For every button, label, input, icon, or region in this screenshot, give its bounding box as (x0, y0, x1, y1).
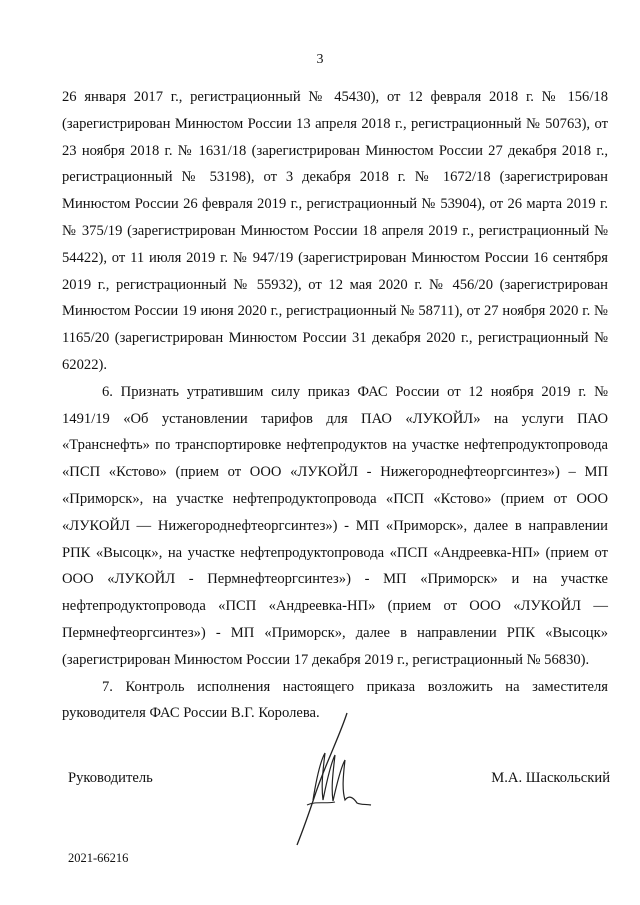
paragraph-item-6: 6. Признать утратившим силу приказ ФАС России от 12 ноября 2019 г. № 1491/19 «Об установлении тарифов для ПАО «ЛУКОЙЛ» на услуги ПАО «Транснефть» по транспортировке нефтепродуктов на участке нефтепродуктопровода «ПСП «Кстово» (прием от ООО «ЛУКОЙЛ - Нижегороднефтеоргсинтез») – МП «Приморск», на участке нефтепродуктопровода «ПСП «Кстово» (прием от ООО «ЛУКОЙЛ — Нижегороднефтеоргсинтез») - МП «Приморск», далее в направлении РПК «Высоцк», на участке нефтепродуктопровода «ПСП «Андреевка-НП» (прием от ООО «ЛУКОЙЛ - Пермнефтеоргсинтез») - МП «Приморск» и на участке нефтепродуктопровода «ПСП «Андреевка-НП» (прием от ООО «ЛУКОЙЛ — Пермнефтеоргсинтез») - МП «Приморск», далее в направлении РПК «Высоцк» (зарегистрирован Минюстом России 17 декабря 2019 г., регистрационный № 56830). (62, 383, 608, 668)
signatory-title: Руководитель (68, 770, 153, 786)
handwritten-signature (285, 705, 385, 855)
page-number: 3 (316, 52, 324, 67)
document-body (62, 84, 608, 727)
signatory-name: М.А. Шаскольский (491, 770, 610, 786)
paragraph-continuation: 26 января 2017 г., регистрационный № 45430), от 12 февраля 2018 г. № 156/18 (зарегистрирован Минюстом России 13 апреля 2018 г., регистрационный № 50763), от 23 ноября 2018 г. № 1631/18 (зарегистрирован Минюстом России 27 декабря 2018 г., регистрационный № 53198), от 3 декабря 2018 г. № 1672/18 (зарегистрирован Минюстом России 26 февраля 2019 г., регистрационный № 53904), от 26 марта 2019 г. № 375/19 (зарегистрирован Минюстом России 18 апреля 2019 г., регистрационный № 54422), от 11 июля 2019 г. № 947/19 (зарегистрирован Минюстом России 16 сентября 2019 г., регистрационный № 55932), от 12 мая 2020 г. № 456/20 (зарегистрирован Минюстом России 19 июня 2020 г., регистрационный № 58711), от 27 ноября 2020 г. № 1165/20 (зарегистрирован Минюстом России 31 декабря 2020 г., регистрационный № 62022). (62, 89, 608, 373)
paragraph-item-7: 7. Контроль исполнения настоящего приказа возложить на заместителя руководителя ФАС России В.Г. Королева. (62, 678, 608, 722)
document-code: 2021-66216 (68, 851, 129, 865)
